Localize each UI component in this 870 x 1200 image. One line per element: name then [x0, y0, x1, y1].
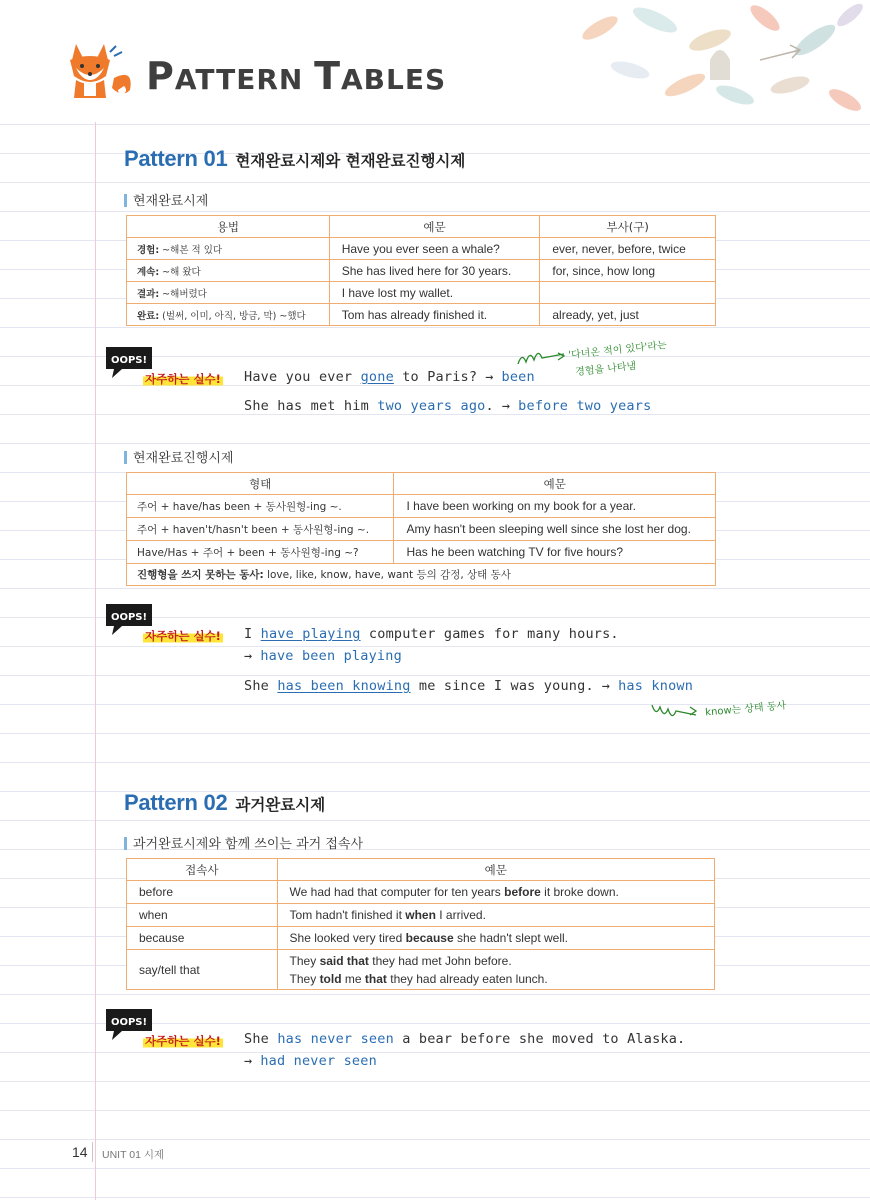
example-cell: [277, 927, 714, 950]
table-header: 예문: [394, 473, 716, 495]
example-keyword: that: [364, 971, 387, 986]
page-banner-title: PATTERN TABLES: [146, 54, 447, 98]
arrow-right-icon: →: [601, 678, 611, 694]
usage-label: 경험:: [137, 244, 160, 256]
table-row: [127, 541, 716, 564]
wrong-phrase: two years ago: [377, 398, 486, 414]
form-cell: Have/Has + 주어 + been + 동사원형-ing ~?: [127, 541, 394, 564]
table-row: [127, 950, 715, 990]
arrow-right-icon: →: [244, 1053, 253, 1069]
table-row: [127, 238, 716, 260]
table-header: 예문: [277, 859, 714, 881]
pattern-02-heading: [124, 790, 325, 816]
wrong-phrase: gone: [360, 369, 394, 385]
mistake-sentence: [244, 398, 651, 414]
form-cell: 주어 + have/has been + 동사원형-ing ~.: [127, 495, 394, 518]
usage-meaning: ~해본 적 있다: [159, 244, 223, 256]
table-row: [127, 304, 716, 326]
example-text: they had already eaten lunch.: [386, 971, 548, 986]
correction-text: had never seen: [260, 1053, 377, 1069]
wrong-phrase: have playing: [260, 626, 361, 642]
adverb-cell: [540, 282, 716, 304]
table-header: 형태: [127, 473, 394, 495]
mistake-sentence: [244, 626, 619, 642]
usage-label: 결과:: [137, 288, 160, 300]
example-text: They: [289, 953, 320, 968]
example-cell: Tom has already finished it.: [329, 304, 540, 326]
fox-mascot-icon: [62, 38, 136, 102]
oops-badge-text: OOPS!: [110, 612, 148, 623]
example-cell: [277, 881, 714, 904]
example-text: I arrived.: [435, 908, 486, 922]
table-header: 접속사: [127, 859, 278, 881]
example-text: They: [289, 971, 320, 986]
table-row: [127, 518, 716, 541]
example-text: they had met John before.: [368, 953, 512, 968]
mistake-sentence: [244, 678, 693, 694]
pattern-title: 과거완료시제: [235, 796, 326, 814]
swirl-arrow-icon: [516, 352, 568, 368]
pattern-number: Pattern 01: [124, 146, 228, 171]
oops-badge-text: OOPS!: [110, 1017, 148, 1028]
example-keyword: told: [319, 971, 342, 986]
present-perfect-table: [126, 215, 716, 326]
present-perfect-progressive-table: [126, 472, 716, 586]
adverb-cell: for, since, how long: [540, 260, 716, 282]
note-label: 진행형을 쓰지 못하는 동사:: [137, 569, 264, 581]
past-perfect-conjunction-table: [126, 858, 715, 990]
section-subtitle: 현재완료진행시제: [124, 447, 233, 466]
table-row: [127, 904, 715, 927]
feathers-illustration: [560, 0, 870, 120]
arrow-right-icon: →: [501, 398, 511, 414]
example-keyword: because: [405, 931, 454, 945]
table-row: [127, 927, 715, 950]
conjunction-cell: when: [127, 904, 278, 927]
example-keyword: before: [504, 885, 541, 899]
correction-text: before two years: [518, 398, 652, 414]
pattern-title: 현재완료시제와 현재완료진행시제: [235, 152, 466, 170]
correction-text: have been playing: [260, 648, 402, 664]
correction-line: [244, 1053, 377, 1069]
example-text: she hadn't slept well.: [453, 931, 568, 945]
correction-text: has known: [618, 678, 694, 694]
mistake-sentence: [244, 369, 535, 385]
handwritten-note: 경험을 나타냄: [574, 360, 637, 379]
example-cell: [277, 904, 714, 927]
usage-label: 계속:: [137, 266, 160, 278]
table-row: [127, 495, 716, 518]
table-header: 예문: [329, 216, 540, 238]
table-row: [127, 282, 716, 304]
example-text: She looked very tired: [289, 931, 406, 945]
sentence-text: .: [485, 398, 494, 414]
wrong-phrase: has been knowing: [277, 678, 411, 694]
correction-text: been: [501, 369, 535, 385]
conjunction-cell: before: [127, 881, 278, 904]
example-cell: Have you ever seen a whale?: [329, 238, 540, 260]
example-text: me: [341, 971, 365, 986]
example-text: it broke down.: [540, 885, 619, 899]
table-note-row: [127, 564, 716, 586]
sentence-text: She has met him: [244, 398, 378, 414]
section-subtitle: 현재완료시제: [124, 190, 208, 209]
usage-meaning: ~해버렸다: [159, 288, 207, 300]
footer-divider: [92, 1142, 93, 1162]
usage-meaning: (벌써, 이미, 아직, 방금, 막) ~했다: [159, 310, 306, 322]
sentence-text: me since I was young.: [410, 678, 594, 694]
oops-badge-text: OOPS!: [110, 355, 148, 366]
table-header: 용법: [127, 216, 330, 238]
common-mistake-label: 자주하는 실수!: [145, 629, 221, 643]
note-text: love, like, know, have, want 등의 감정, 상태 동사: [263, 569, 511, 581]
example-text: We had had that computer for ten years: [289, 885, 505, 899]
arrow-right-icon: →: [244, 648, 253, 664]
example-cell: She has lived here for 30 years.: [329, 260, 540, 282]
example-cell: Amy hasn't been sleeping well since she lost her dog.: [394, 518, 716, 541]
conjunction-cell: because: [127, 927, 278, 950]
sentence-text: She: [244, 1031, 278, 1047]
example-cell: I have been working on my book for a year.: [394, 495, 716, 518]
table-header: 부사(구): [540, 216, 716, 238]
example-keyword: when: [405, 908, 436, 922]
swirl-arrow-icon: [650, 701, 702, 717]
conjunction-cell: say/tell that: [127, 950, 278, 990]
common-mistake-label: 자주하는 실수!: [145, 1034, 221, 1048]
common-mistake-label: 자주하는 실수!: [145, 372, 221, 386]
section-subtitle: 과거완료시제와 함께 쓰이는 과거 접속사: [124, 833, 363, 852]
sentence-text: Have you ever: [244, 369, 361, 385]
mistake-sentence: [244, 1031, 685, 1047]
arrow-right-icon: →: [485, 369, 494, 385]
form-cell: 주어 + haven't/hasn't been + 동사원형-ing ~.: [127, 518, 394, 541]
unit-label: UNIT 01 시제: [102, 1149, 165, 1161]
sentence-text: a bear before she moved to Alaska.: [393, 1031, 686, 1047]
pattern-number: Pattern 02: [124, 790, 228, 815]
handwritten-note: know는 상태 동사: [704, 700, 787, 719]
adverb-cell: ever, never, before, twice: [540, 238, 716, 260]
table-row: [127, 881, 715, 904]
page-number: 14: [72, 1144, 88, 1160]
example-cell: Has he been watching TV for five hours?: [394, 541, 716, 564]
usage-meaning: ~해 왔다: [159, 266, 201, 278]
sentence-text: to Paris?: [393, 369, 478, 385]
adverb-cell: already, yet, just: [540, 304, 716, 326]
example-keyword: said that: [319, 953, 369, 968]
usage-label: 완료:: [137, 310, 160, 322]
sentence-text: I: [244, 626, 261, 642]
example-text: Tom hadn't finished it: [289, 908, 406, 922]
example-cell: [277, 950, 714, 990]
sentence-text: computer games for many hours.: [360, 626, 619, 642]
wrong-phrase: has never seen: [277, 1031, 394, 1047]
correction-line: [244, 648, 402, 664]
sentence-text: She: [244, 678, 278, 694]
pattern-01-heading: [124, 146, 465, 172]
example-cell: I have lost my wallet.: [329, 282, 540, 304]
table-row: [127, 260, 716, 282]
handwritten-note: '다녀온 적이 있다'라는: [567, 339, 668, 362]
